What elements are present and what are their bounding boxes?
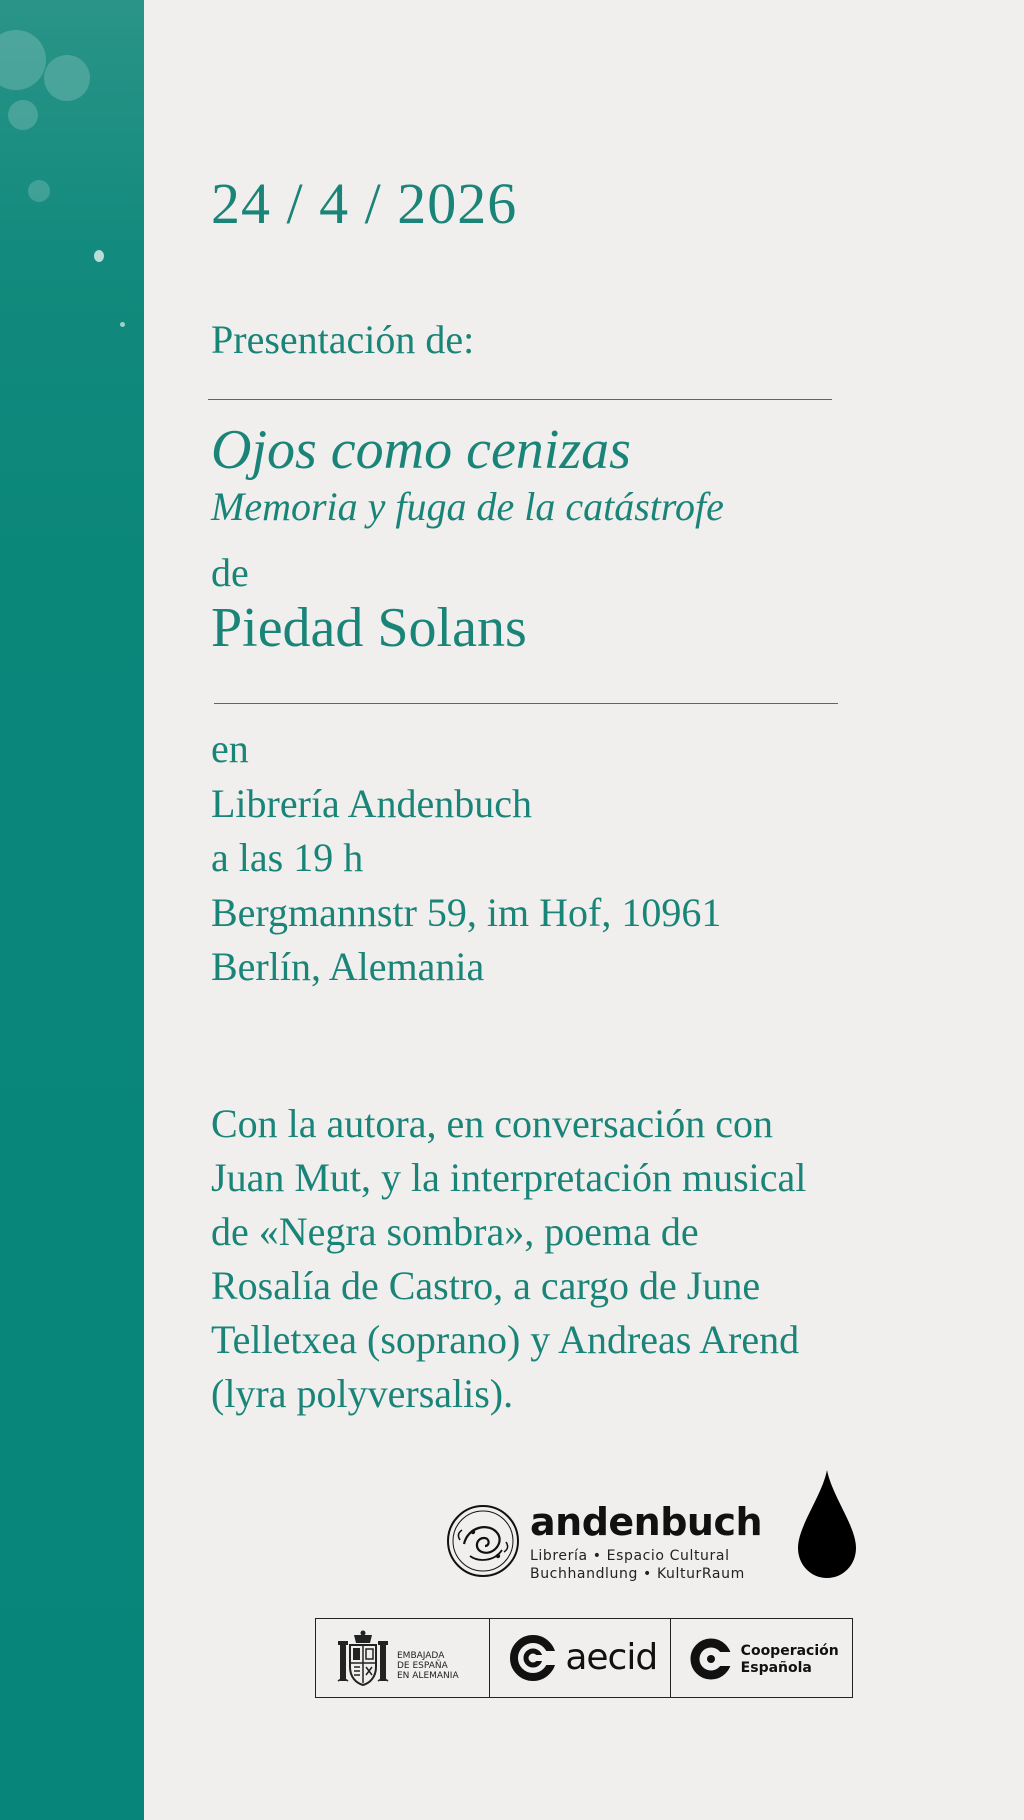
venue-line: a las 19 h [211,835,364,880]
author-name: Piedad Solans [211,597,527,659]
description-line: Rosalía de Castro, a cargo de June [211,1263,761,1308]
by-label: de [211,550,249,595]
venue-line: Berlín, Alemania [211,944,485,989]
event-description [211,1097,911,1421]
description-line: Con la autora, en conversación con [211,1101,774,1146]
aecid-c-icon [508,1633,558,1683]
cooperacion-label-line: Española [740,1660,812,1676]
andenbuch-name: andenbuch [530,1500,763,1544]
cooperacion-label [741,1643,839,1677]
bokeh-dot [120,322,125,327]
divider-top [208,399,832,400]
event-date: 24 / 4 / 2026 [211,171,518,236]
venue-line: Bergmannstr 59, im Hof, 10961 [211,889,722,935]
bokeh-dot [28,180,50,202]
book-title: Ojos como cenizas [211,419,631,481]
intro-label: Presentación de: [211,317,475,362]
side-band [0,0,144,1820]
embassy-label-line: EMBAJADA [397,1651,445,1661]
bokeh-dot [44,55,90,101]
venue-line: Librería Andenbuch [211,780,532,826]
andenbuch-tagline-2: Buchhandlung • KulturRaum [530,1566,745,1582]
sponsor-logos-bar [315,1618,853,1698]
cooperacion-label-line: Cooperación [740,1643,839,1659]
embassy-label-line: EN ALEMANIA [397,1671,459,1681]
divider-bottom [214,703,838,704]
book-subtitle: Memoria y fuga de la catástrofe [211,484,724,529]
bokeh-dot [0,30,46,90]
embassy-label-line: DE ESPAÑA [397,1661,448,1671]
description-line: Telletxea (soprano) y Andreas Arend [211,1317,800,1362]
description-line: Juan Mut, y la interpretación musical [211,1155,807,1200]
cooperacion-c-icon [689,1637,733,1681]
bokeh-dot [94,250,104,262]
venue-line: en [211,726,249,771]
ink-drop-icon [798,1470,856,1578]
aecid-wordmark: aecid [565,1637,658,1678]
venue-block [211,722,721,995]
embassy-label [397,1651,459,1681]
andenbuch-tagline-1: Librería • Espacio Cultural [530,1548,730,1564]
description-line: (lyra polyversalis). [211,1371,514,1416]
description-line: de «Negra sombra», poema de [211,1209,699,1254]
bokeh-dot [8,100,38,130]
aecid-logo [490,1619,670,1697]
andenbuch-seal-icon [446,1504,520,1578]
andenbuch-logo [446,1500,763,1584]
embassy-logo [316,1619,490,1697]
coat-of-arms-icon [334,1629,392,1687]
cooperacion-espanola-logo [671,1619,852,1697]
